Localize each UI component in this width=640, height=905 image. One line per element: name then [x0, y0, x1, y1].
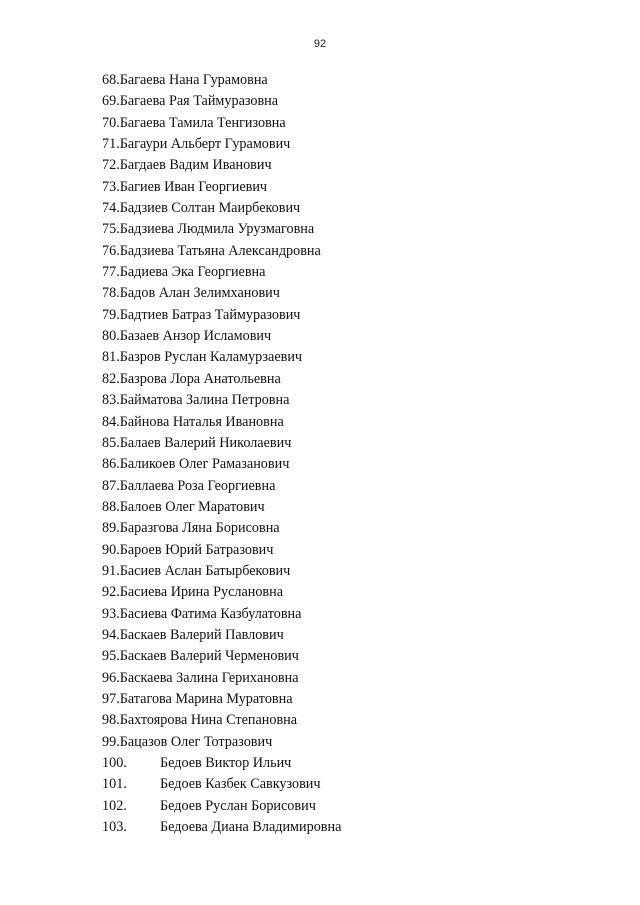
list-item-number: 83.: [102, 392, 120, 409]
list-item-name: Бедоев Руслан Борисович: [160, 797, 316, 814]
list-item-name: Бадов Алан Зелимханович: [119, 285, 280, 302]
list-item-number: 68.: [102, 72, 120, 88]
list-item-name: Бароев Юрий Батразович: [119, 541, 274, 558]
list-item: [102, 219, 341, 240]
list-item-number: 70.: [102, 114, 120, 131]
list-item: [102, 753, 341, 774]
list-item: [102, 155, 341, 176]
list-item-number: 99.: [102, 733, 120, 750]
list-item-number: 95.: [102, 648, 120, 665]
list-item: [102, 732, 341, 753]
list-item: [102, 497, 341, 518]
list-item-number: 79.: [102, 306, 120, 323]
list-item-name: Балаев Валерий Николаевич: [119, 434, 292, 451]
list-item: [102, 412, 341, 433]
list-item-name: Багаева Тамила Тенгизовна: [119, 114, 286, 131]
list-item-name: Баскаева Залина Гериxановна: [119, 669, 299, 686]
list-item-name: Бедоева Диана Владимировна: [160, 819, 342, 836]
list-item-number: 102.: [102, 797, 127, 814]
list-item-name: Бадзиева Татьяна Александровна: [119, 242, 321, 259]
list-item-name: Баликоев Олег Рамазанович: [119, 456, 290, 473]
list-item-number: 90.: [102, 541, 120, 558]
list-item-number: 93.: [102, 605, 120, 622]
list-item-name: Бахтоярова Нина Степановна: [119, 712, 298, 729]
list-item: [102, 796, 341, 817]
list-item: [102, 241, 341, 262]
list-item-number: 91.: [102, 562, 120, 579]
list-item-number: 101.: [102, 776, 127, 793]
list-item-number: 76.: [102, 242, 120, 259]
list-item-name: Базрова Лора Анатольевна: [119, 370, 281, 387]
list-item-number: 89.: [102, 520, 120, 537]
list-item-number: 75.: [102, 221, 120, 238]
list-item-name: Багаева Рая Таймуразовна: [119, 93, 279, 110]
list-item-number: 71.: [102, 136, 120, 153]
list-item: [102, 817, 341, 838]
list-item-number: 98.: [102, 712, 120, 729]
list-item-name: Бадтиев Батраз Таймуразович: [119, 306, 301, 323]
list-item-number: 85.: [102, 434, 120, 451]
list-item-number: 84.: [102, 413, 120, 430]
list-item-name: Базаев Анзор Исламович: [119, 328, 272, 345]
list-item-name: Басиева Фатима Казбулатовна: [119, 605, 302, 622]
list-item: [102, 454, 341, 475]
list-item-number: 86.: [102, 456, 120, 473]
list-item: [102, 625, 341, 646]
list-item: [102, 518, 341, 539]
list-item: [102, 283, 341, 304]
list-item-name: Баразгова Ляна Борисовна: [119, 520, 280, 537]
list-item-number: 82.: [102, 370, 120, 387]
list-item-number: 100.: [102, 755, 127, 771]
list-item-name: Баскаев Валерий Павлович: [119, 626, 284, 643]
list-item-number: 92.: [102, 584, 120, 601]
list-item: [102, 262, 341, 283]
list-item: [102, 326, 341, 347]
list-item: [102, 689, 341, 710]
page-number: 92: [313, 38, 327, 50]
list-item-name: Бадзиев Солтан Маирбекович: [119, 200, 301, 217]
list-item: [102, 668, 341, 689]
list-item-number: 103.: [102, 819, 127, 836]
list-item-name: Багиев Иван Георгиевич: [119, 178, 268, 195]
list-item-name: Бедоев Виктор Ильич: [160, 755, 292, 771]
list-item: [102, 198, 341, 219]
list-item: [102, 774, 341, 795]
list-item-number: 80.: [102, 328, 120, 345]
list-item-name: Балоев Олег Маратович: [119, 498, 265, 515]
list-item: [102, 70, 341, 91]
list-item-number: 87.: [102, 477, 120, 494]
list-item-name: Багдаев Вадим Иванович: [119, 157, 272, 174]
list-item-name: Багаури Альберт Гурамович: [119, 136, 291, 153]
list-item-number: 96.: [102, 669, 120, 686]
list-item-name: Бадзиева Людмила Урузмаговна: [119, 221, 315, 238]
list-item-number: 81.: [102, 349, 120, 366]
list-item-number: 74.: [102, 200, 120, 217]
list-item-number: 97.: [102, 690, 120, 707]
list-item-number: 77.: [102, 264, 120, 281]
list-item-name: Багаева Нана Гурамовна: [119, 72, 268, 88]
list-item: [102, 347, 341, 368]
list-item: [102, 305, 341, 326]
list-item-name: Басиева Ирина Руслановна: [119, 584, 284, 601]
list-item: [102, 646, 341, 667]
list-item: [102, 390, 341, 411]
list-item: [102, 540, 341, 561]
list-item-name: Бацазов Олег Тотразович: [119, 733, 273, 750]
list-item: [102, 134, 341, 155]
list-item-number: 88.: [102, 498, 120, 515]
list-item-number: 78.: [102, 285, 120, 302]
list-item: [102, 561, 341, 582]
list-item-number: 72.: [102, 157, 120, 174]
list-item-number: 94.: [102, 626, 120, 643]
list-item-name: Баскаев Валерий Черменович: [119, 648, 299, 665]
list-item: [102, 369, 341, 390]
list-item-name: Байматова Залина Петровна: [119, 392, 290, 409]
list-item-name: Басиев Аслан Батырбекович: [119, 562, 291, 579]
list-item: [102, 710, 341, 731]
name-list: [102, 70, 341, 838]
list-item: [102, 582, 341, 603]
list-item-number: 69.: [102, 93, 120, 110]
list-item-name: Батагова Марина Муратовна: [119, 690, 293, 707]
list-item: [102, 91, 341, 112]
list-item-name: Бадиева Эка Георгиевна: [119, 264, 266, 281]
list-item: [102, 177, 341, 198]
list-item-name: Байнова Наталья Ивановна: [119, 413, 284, 430]
list-item: [102, 113, 341, 134]
list-item: [102, 604, 341, 625]
list-item-name: Базров Руслан Каламурзаевич: [119, 349, 303, 366]
list-item: [102, 433, 341, 454]
list-item: [102, 476, 341, 497]
list-item-name: Бедоев Казбек Савкузович: [160, 776, 321, 793]
list-item-name: Баллаева Роза Георгиевна: [119, 477, 276, 494]
list-item-number: 73.: [102, 178, 120, 195]
